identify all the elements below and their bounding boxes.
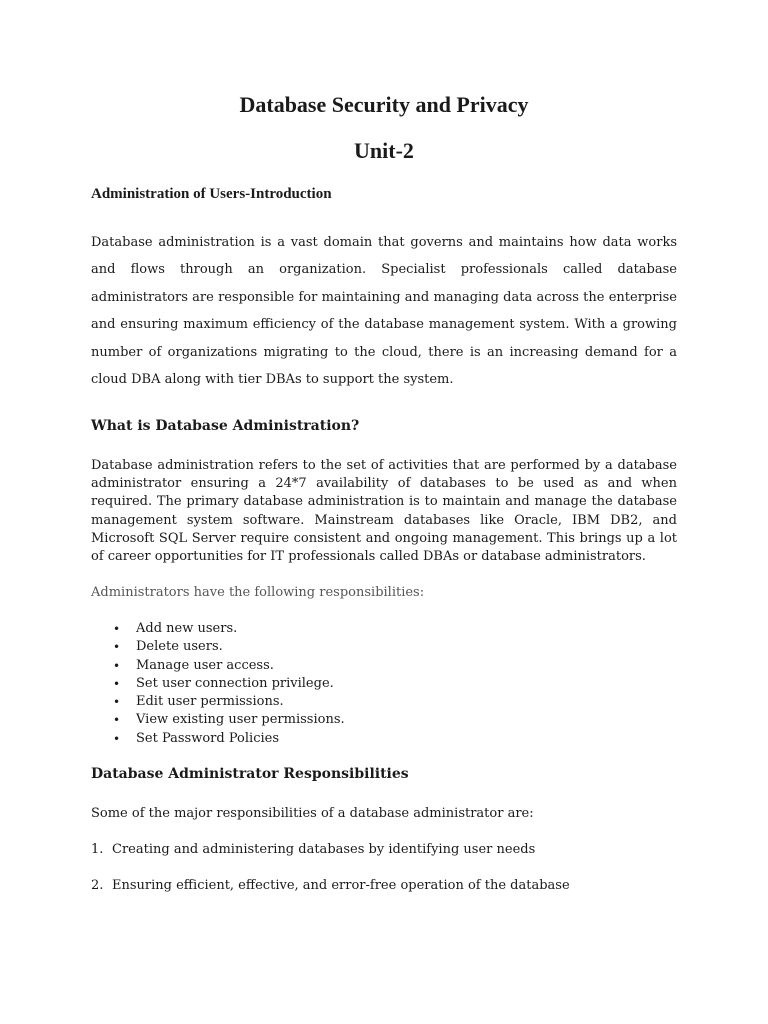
bullet-icon: • <box>113 731 121 746</box>
list-item: • Add new users. <box>91 620 345 638</box>
list-item: • Manage user access. <box>91 657 345 675</box>
list-item: • Set Password Policies <box>91 730 345 748</box>
bullet-icon: • <box>113 622 121 636</box>
section-heading-what-is-db-admin: What is Database Administration? <box>91 418 360 434</box>
section-heading-admin-users: Administration of Users-Introduction <box>91 186 332 202</box>
document-title: Database Security and Privacy <box>239 92 529 117</box>
list-item: • View existing user permissions. <box>91 711 345 729</box>
unit-heading: Unit-2 <box>354 138 414 163</box>
dba-responsibilities-intro: Some of the major responsibilities of a database administrator are: <box>91 806 534 821</box>
list-item: • Edit user permissions. <box>91 693 345 711</box>
bullet-icon: • <box>113 713 121 728</box>
numbered-item: 2. Ensuring efficient, effective, and error-free operation of the database <box>91 878 570 893</box>
responsibilities-list <box>91 620 345 748</box>
list-item: • Set user connection privilege. <box>91 675 345 693</box>
bullet-icon: • <box>113 695 121 710</box>
numbered-item: 1. Creating and administering databases by identifying user needs <box>91 842 536 857</box>
paragraph-introduction: Database administration is a vast domain that governs and maintains how data works and flows through an organization. Specialist professionals called database administrators are responsible for maintaining and managing data across the enterprise and ensuring maximum efficiency of the database management system. With a growing number of organizations migrating to the cloud, there is an increasing demand for a cloud DBA along with tier DBAs to support the system. <box>91 235 677 388</box>
paragraph-db-admin: Database administration refers to the set of activities that are performed by a database administrator ensuring a 24*7 availability of databases to be used as and when required. The primary database administration is to maintain and manage the database management system software. Mainstream databases like Oracle, IBM DB2, and Microsoft SQL Server require consistent and ongoing management. This brings up a lot of career opportunities for IT professionals called DBAs or database administrators. <box>91 458 677 565</box>
bullet-icon: • <box>113 640 121 655</box>
bullet-icon: • <box>113 676 121 691</box>
responsibilities-intro: Administrators have the following responsibilities: <box>91 585 425 600</box>
section-heading-dba-responsibilities: Database Administrator Responsibilities <box>91 766 409 782</box>
list-item: • Delete users. <box>91 638 345 656</box>
bullet-icon: • <box>113 658 121 673</box>
